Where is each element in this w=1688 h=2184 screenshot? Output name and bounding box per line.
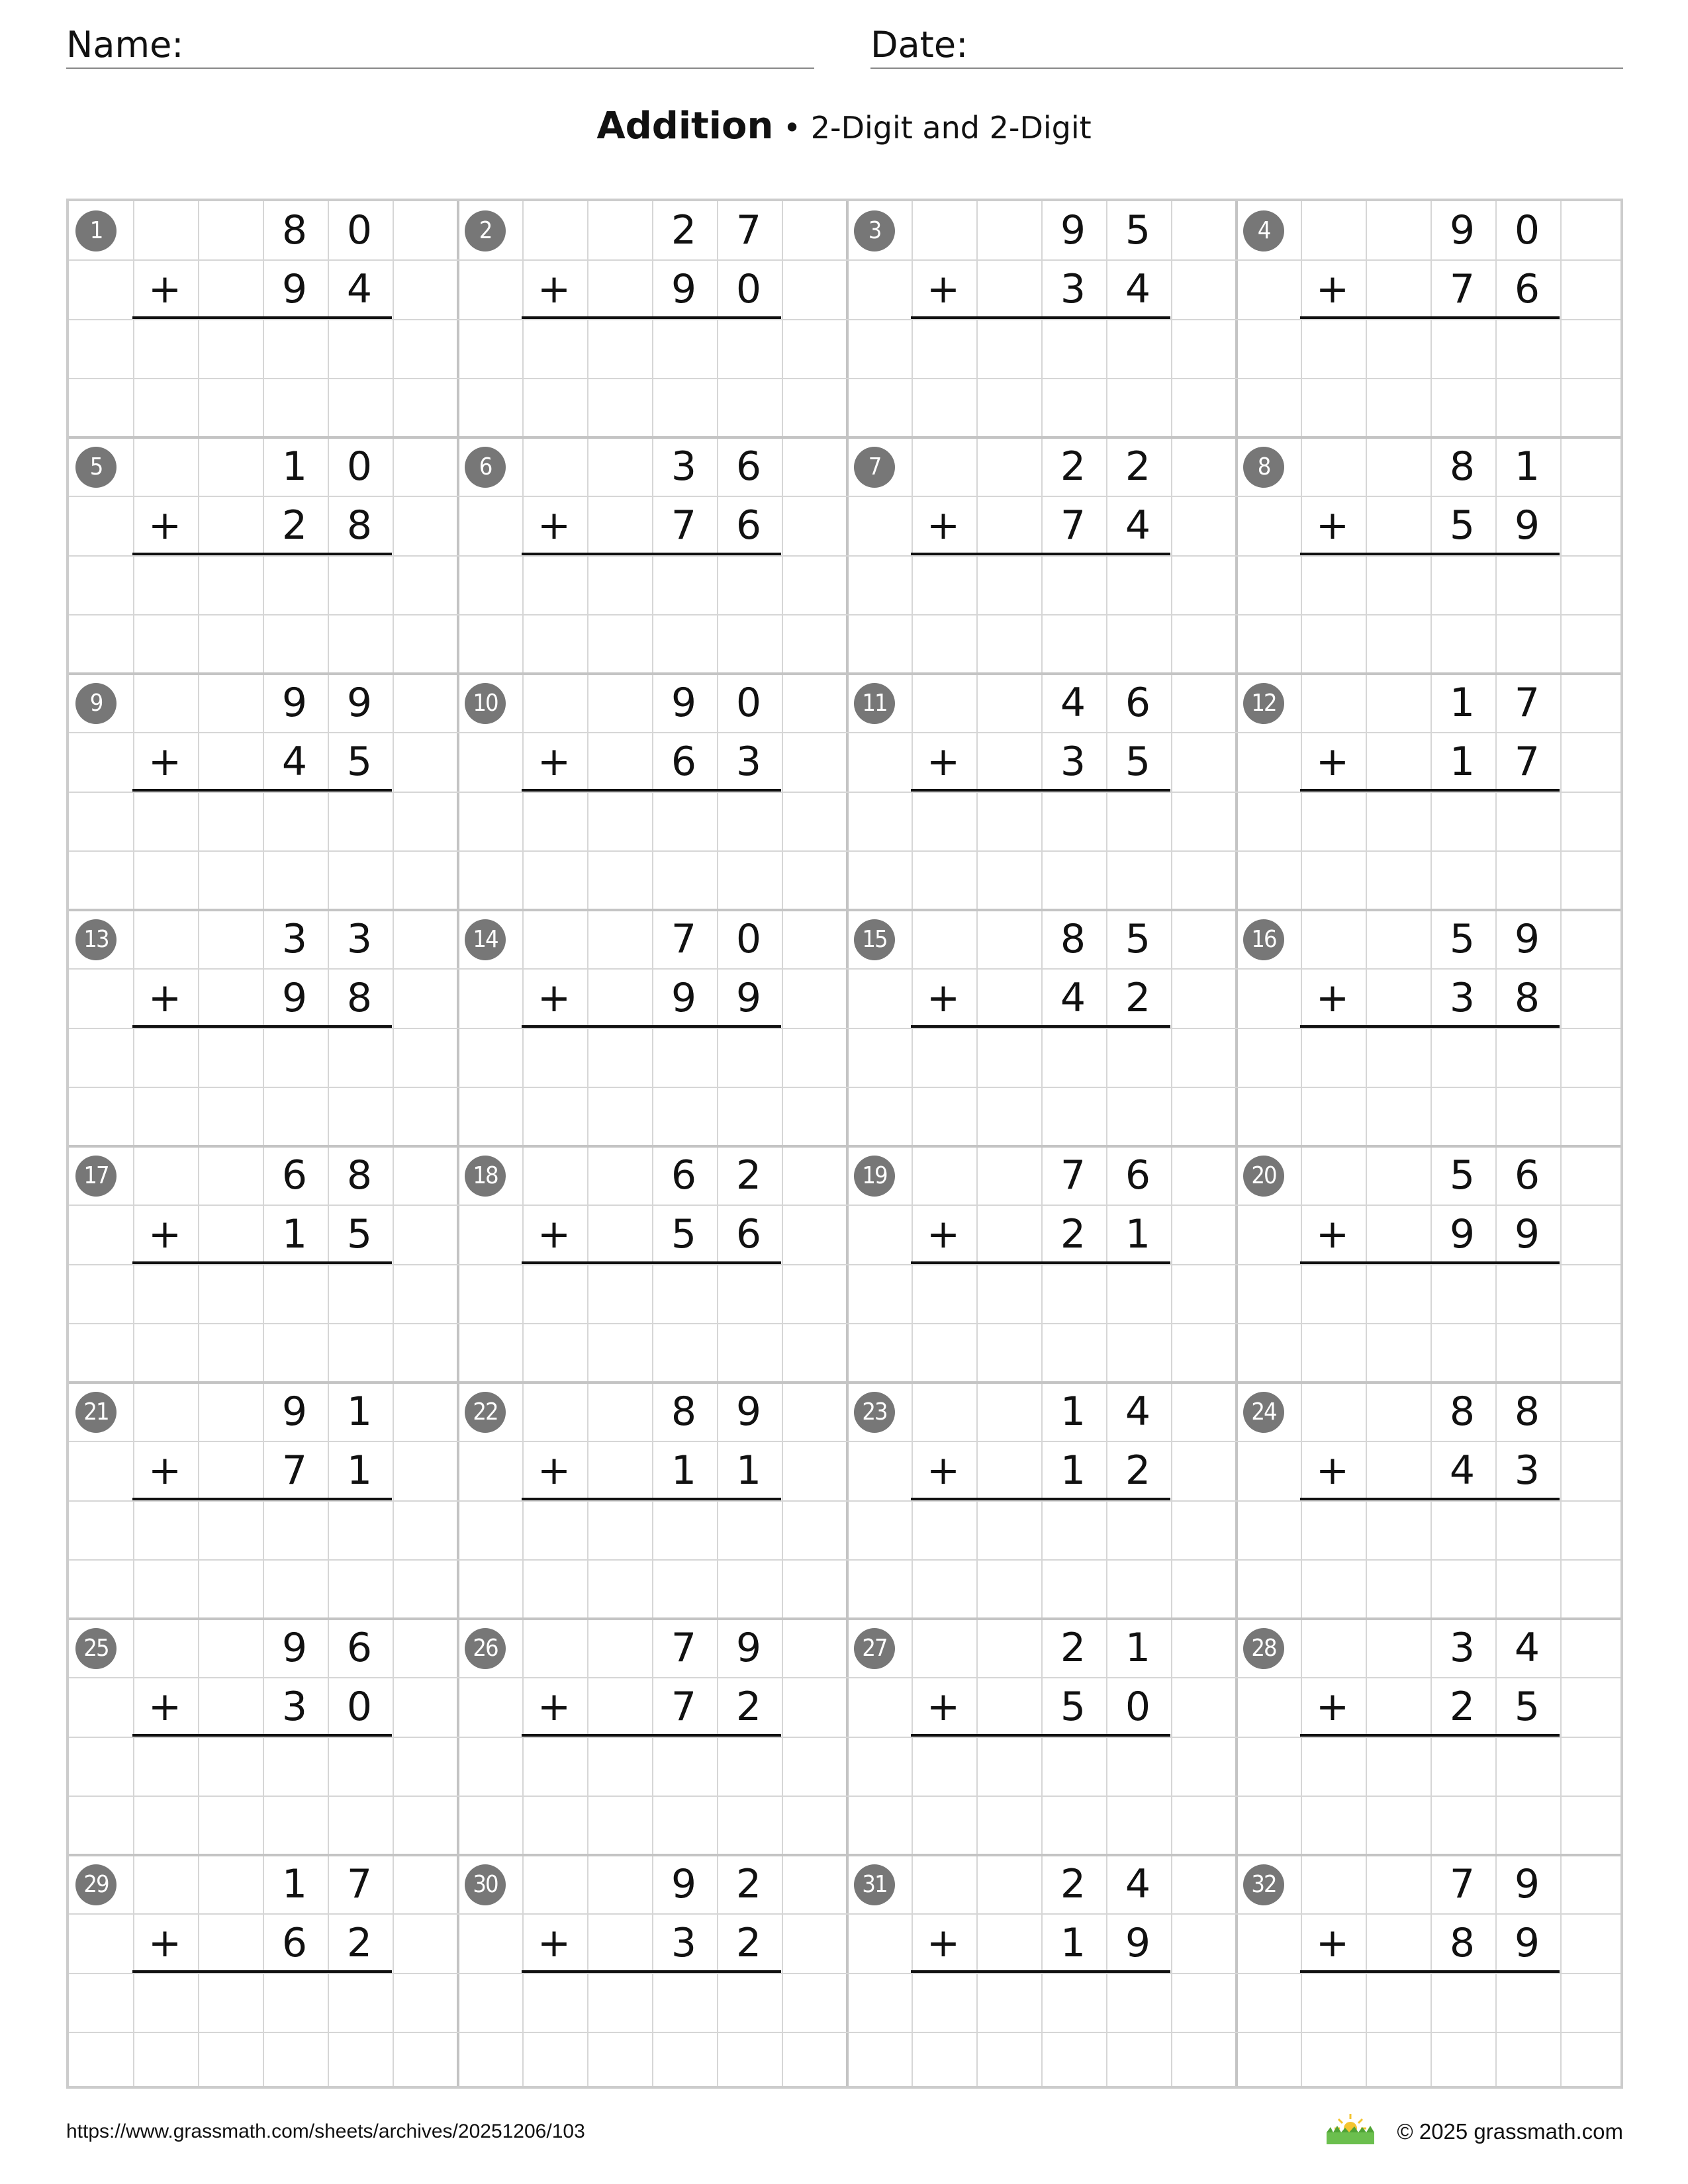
problem-number-badge: 23 (854, 1392, 895, 1433)
addend-bottom-ones: 2 (1125, 975, 1151, 1021)
addend-top-ones: 6 (346, 1625, 373, 1671)
problem-number-badge: 6 (465, 447, 506, 488)
addend-bottom-ones: 1 (735, 1447, 762, 1494)
answer-area[interactable] (1300, 319, 1560, 435)
problem (457, 1381, 846, 1617)
addend-top-tens: 7 (1060, 1152, 1086, 1199)
footer-url: https://www.grassmath.com/sheets/archives/20251206/103 (66, 2120, 585, 2142)
addend-top-ones: 4 (1514, 1625, 1540, 1671)
plus-sign: + (148, 975, 182, 1021)
addend-bottom-tens: 4 (1060, 975, 1086, 1021)
problem (1235, 436, 1624, 672)
problem (846, 1854, 1235, 2090)
problem-number-badge: 29 (75, 1864, 117, 1905)
grass-sun-logo-icon (1324, 2111, 1377, 2146)
addend-bottom-ones: 9 (735, 975, 762, 1021)
addend-bottom-tens: 6 (281, 1920, 308, 1966)
addend-top-tens: 1 (281, 443, 308, 490)
addend-bottom-ones: 8 (1514, 975, 1540, 1021)
answer-area[interactable] (522, 555, 781, 672)
addend-top-tens: 2 (1060, 1861, 1086, 1907)
plus-sign: + (148, 1447, 182, 1494)
addend-top-tens: 3 (281, 916, 308, 962)
problem-number-badge: 21 (75, 1392, 117, 1433)
problem-number-badge: 26 (465, 1628, 506, 1669)
answer-area[interactable] (1300, 1500, 1560, 1617)
addend-bottom-tens: 2 (1449, 1684, 1476, 1730)
addend-top-tens: 5 (1449, 1152, 1476, 1199)
addend-bottom-tens: 9 (671, 266, 697, 312)
problem (68, 1854, 457, 2090)
problem (846, 1617, 1235, 1854)
addend-bottom-ones: 9 (1514, 1920, 1540, 1966)
plus-sign: + (1315, 266, 1350, 312)
problem-number-badge: 7 (854, 447, 895, 488)
answer-area[interactable] (132, 1973, 392, 2089)
addend-top-ones: 9 (735, 1388, 762, 1435)
addend-top-ones: 9 (1514, 916, 1540, 962)
problem (1235, 672, 1624, 909)
answer-area[interactable] (1300, 1737, 1560, 1853)
problem-number-badge: 24 (1243, 1392, 1284, 1433)
addend-top-ones: 0 (735, 916, 762, 962)
addend-bottom-ones: 2 (735, 1920, 762, 1966)
addend-top-tens: 7 (671, 1625, 697, 1671)
addend-bottom-tens: 1 (671, 1447, 697, 1494)
addend-top-tens: 7 (1449, 1861, 1476, 1907)
addend-top-ones: 2 (735, 1152, 762, 1199)
addend-top-ones: 7 (346, 1861, 373, 1907)
addend-bottom-ones: 0 (1125, 1684, 1151, 1730)
problem (1235, 200, 1624, 436)
problem (1235, 909, 1624, 1145)
answer-area[interactable] (911, 1500, 1170, 1617)
addend-top-ones: 1 (1514, 443, 1540, 490)
plus-sign: + (1315, 975, 1350, 1021)
answer-area[interactable] (1300, 555, 1560, 672)
addend-top-tens: 3 (671, 443, 697, 490)
answer-area[interactable] (911, 792, 1170, 908)
addend-top-ones: 5 (1125, 916, 1151, 962)
problem-number-badge: 18 (465, 1156, 506, 1197)
addend-top-tens: 9 (281, 1625, 308, 1671)
problem (457, 1854, 846, 2090)
addend-top-ones: 3 (346, 916, 373, 962)
problem (68, 1145, 457, 1381)
date-line[interactable] (870, 68, 1623, 69)
addend-top-tens: 1 (1060, 1388, 1086, 1435)
problem (457, 200, 846, 436)
addend-bottom-ones: 6 (735, 1211, 762, 1257)
addend-top-tens: 4 (1060, 680, 1086, 726)
addend-top-ones: 6 (1125, 1152, 1151, 1199)
addend-bottom-ones: 1 (1125, 1211, 1151, 1257)
plus-sign: + (926, 1920, 961, 1966)
plus-sign: + (926, 975, 961, 1021)
problem-number-badge: 17 (75, 1156, 117, 1197)
problem (457, 909, 846, 1145)
addend-bottom-tens: 7 (671, 1684, 697, 1730)
plus-sign: + (537, 739, 571, 785)
problem-number-badge: 32 (1243, 1864, 1284, 1905)
addend-top-tens: 8 (1060, 916, 1086, 962)
addend-top-ones: 7 (735, 207, 762, 253)
problem-number-badge: 12 (1243, 683, 1284, 724)
problem-number-badge: 2 (465, 210, 506, 251)
answer-area[interactable] (132, 1028, 392, 1144)
addend-top-tens: 9 (281, 1388, 308, 1435)
addend-top-ones: 6 (735, 443, 762, 490)
addend-top-ones: 1 (346, 1388, 373, 1435)
addend-top-tens: 8 (1449, 443, 1476, 490)
answer-area[interactable] (132, 319, 392, 435)
answer-area[interactable] (522, 792, 781, 908)
addend-top-tens: 9 (1060, 207, 1086, 253)
problem (457, 1145, 846, 1381)
plus-sign: + (148, 1211, 182, 1257)
answer-area[interactable] (522, 1028, 781, 1144)
addend-top-tens: 2 (1060, 443, 1086, 490)
plus-sign: + (537, 975, 571, 1021)
addend-bottom-ones: 9 (1514, 502, 1540, 549)
addend-bottom-ones: 5 (346, 739, 373, 785)
problem-number-badge: 19 (854, 1156, 895, 1197)
plus-sign: + (537, 502, 571, 549)
plus-sign: + (1315, 1211, 1350, 1257)
answer-area[interactable] (1300, 1973, 1560, 2089)
addend-bottom-tens: 7 (281, 1447, 308, 1494)
answer-area[interactable] (132, 1737, 392, 1853)
addend-top-tens: 1 (281, 1861, 308, 1907)
addend-top-tens: 3 (1449, 1625, 1476, 1671)
plus-sign: + (148, 739, 182, 785)
addend-bottom-ones: 0 (735, 266, 762, 312)
name-label: Name: (66, 24, 184, 66)
addend-bottom-ones: 2 (735, 1684, 762, 1730)
addend-bottom-tens: 2 (1060, 1211, 1086, 1257)
answer-area[interactable] (911, 555, 1170, 672)
problem-number-badge: 1 (75, 210, 117, 251)
addend-top-tens: 6 (281, 1152, 308, 1199)
addend-bottom-tens: 9 (281, 975, 308, 1021)
name-line[interactable] (66, 68, 814, 69)
problem (846, 909, 1235, 1145)
addend-bottom-ones: 5 (346, 1211, 373, 1257)
addend-bottom-ones: 4 (346, 266, 373, 312)
answer-area[interactable] (132, 1264, 392, 1381)
addend-top-ones: 4 (1125, 1388, 1151, 1435)
addend-bottom-ones: 4 (1125, 502, 1151, 549)
answer-area[interactable] (132, 555, 392, 672)
addend-top-tens: 8 (1449, 1388, 1476, 1435)
addend-bottom-ones: 1 (346, 1447, 373, 1494)
addend-top-tens: 8 (281, 207, 308, 253)
addend-bottom-tens: 7 (671, 502, 697, 549)
problem (1235, 1145, 1624, 1381)
problem-number-badge: 27 (854, 1628, 895, 1669)
problem-number-badge: 16 (1243, 919, 1284, 960)
problem-number-badge: 13 (75, 919, 117, 960)
addend-top-tens: 1 (1449, 680, 1476, 726)
addend-bottom-ones: 9 (1125, 1920, 1151, 1966)
problem-number-badge: 14 (465, 919, 506, 960)
addend-bottom-ones: 4 (1125, 266, 1151, 312)
answer-area[interactable] (1300, 792, 1560, 908)
addend-top-ones: 8 (346, 1152, 373, 1199)
plus-sign: + (1315, 1447, 1350, 1494)
problem (1235, 1381, 1624, 1617)
answer-area[interactable] (522, 1737, 781, 1853)
problem-number-badge: 30 (465, 1864, 506, 1905)
addend-top-tens: 9 (281, 680, 308, 726)
problem-number-badge: 8 (1243, 447, 1284, 488)
addend-bottom-tens: 3 (1449, 975, 1476, 1021)
addend-bottom-tens: 1 (1060, 1920, 1086, 1966)
answer-area[interactable] (1300, 1264, 1560, 1381)
addend-top-ones: 0 (346, 207, 373, 253)
addend-top-tens: 9 (671, 1861, 697, 1907)
addend-top-ones: 8 (1514, 1388, 1540, 1435)
addend-top-tens: 9 (671, 680, 697, 726)
addend-bottom-tens: 5 (1449, 502, 1476, 549)
addend-top-ones: 9 (346, 680, 373, 726)
date-label: Date: (870, 24, 968, 66)
addend-bottom-tens: 6 (671, 739, 697, 785)
plus-sign: + (1315, 1684, 1350, 1730)
plus-sign: + (926, 502, 961, 549)
addend-top-ones: 2 (735, 1861, 762, 1907)
addend-bottom-tens: 8 (1449, 1920, 1476, 1966)
addend-bottom-ones: 5 (1125, 739, 1151, 785)
addend-bottom-tens: 3 (281, 1684, 308, 1730)
addend-bottom-ones: 2 (1125, 1447, 1151, 1494)
footer-copyright: © 2025 grassmath.com (1397, 2119, 1623, 2144)
addend-bottom-tens: 3 (1060, 739, 1086, 785)
answer-area[interactable] (911, 1264, 1170, 1381)
addend-top-tens: 8 (671, 1388, 697, 1435)
problem (68, 1617, 457, 1854)
problem-number-badge: 22 (465, 1392, 506, 1433)
plus-sign: + (926, 1211, 961, 1257)
problem (68, 909, 457, 1145)
addend-top-ones: 6 (1514, 1152, 1540, 1199)
problem (457, 436, 846, 672)
answer-area[interactable] (522, 1973, 781, 2089)
addend-bottom-tens: 4 (281, 739, 308, 785)
problem (68, 436, 457, 672)
addend-top-tens: 5 (1449, 916, 1476, 962)
answer-area[interactable] (911, 319, 1170, 435)
plus-sign: + (148, 1920, 182, 1966)
addend-bottom-tens: 9 (281, 266, 308, 312)
addend-top-ones: 0 (1514, 207, 1540, 253)
problem-number-badge: 25 (75, 1628, 117, 1669)
problem-number-badge: 15 (854, 919, 895, 960)
addend-top-ones: 4 (1125, 1861, 1151, 1907)
problem (846, 1381, 1235, 1617)
problem (68, 672, 457, 909)
problem-number-badge: 11 (854, 683, 895, 724)
addend-bottom-ones: 0 (346, 1684, 373, 1730)
plus-sign: + (1315, 502, 1350, 549)
problem-number-badge: 20 (1243, 1156, 1284, 1197)
problem (1235, 1617, 1624, 1854)
answer-area[interactable] (132, 792, 392, 908)
answer-area[interactable] (911, 1737, 1170, 1853)
addend-top-tens: 7 (671, 916, 697, 962)
addend-bottom-tens: 3 (1060, 266, 1086, 312)
addend-top-ones: 0 (735, 680, 762, 726)
answer-area[interactable] (911, 1973, 1170, 2089)
addend-bottom-ones: 6 (735, 502, 762, 549)
problem (1235, 1854, 1624, 2090)
answer-area[interactable] (1300, 1028, 1560, 1144)
problem-number-badge: 3 (854, 210, 895, 251)
problem (68, 1381, 457, 1617)
problem-number-badge: 4 (1243, 210, 1284, 251)
addend-bottom-ones: 8 (346, 975, 373, 1021)
problem-number-badge: 5 (75, 447, 117, 488)
addend-bottom-tens: 2 (281, 502, 308, 549)
addend-top-ones: 9 (1514, 1861, 1540, 1907)
problem (846, 200, 1235, 436)
title-separator: • (773, 110, 811, 146)
plus-sign: + (926, 1447, 961, 1494)
addend-bottom-tens: 9 (671, 975, 697, 1021)
addend-bottom-tens: 7 (1449, 266, 1476, 312)
title-main: Addition (596, 105, 774, 148)
problem-number-badge: 31 (854, 1864, 895, 1905)
answer-area[interactable] (522, 1264, 781, 1381)
title-subtitle: 2-Digit and 2-Digit (810, 110, 1092, 146)
problem (457, 1617, 846, 1854)
problem-number-badge: 9 (75, 683, 117, 724)
worksheet-grid (66, 199, 1623, 2089)
addend-bottom-ones: 2 (346, 1920, 373, 1966)
addend-bottom-tens: 9 (1449, 1211, 1476, 1257)
plus-sign: + (1315, 739, 1350, 785)
addend-bottom-tens: 7 (1060, 502, 1086, 549)
addend-top-tens: 2 (671, 207, 697, 253)
problem-number-badge: 10 (465, 683, 506, 724)
problem (846, 1145, 1235, 1381)
problem (846, 672, 1235, 909)
addend-bottom-tens: 3 (671, 1920, 697, 1966)
problem (846, 436, 1235, 672)
addend-top-ones: 9 (735, 1625, 762, 1671)
problem-number-badge: 28 (1243, 1628, 1284, 1669)
addend-top-tens: 9 (1449, 207, 1476, 253)
addend-top-tens: 6 (671, 1152, 697, 1199)
plus-sign: + (926, 266, 961, 312)
answer-area[interactable] (911, 1028, 1170, 1144)
plus-sign: + (148, 266, 182, 312)
addend-top-ones: 1 (1125, 1625, 1151, 1671)
plus-sign: + (537, 1211, 571, 1257)
answer-area[interactable] (522, 1500, 781, 1617)
plus-sign: + (926, 739, 961, 785)
addend-bottom-ones: 9 (1514, 1211, 1540, 1257)
addend-bottom-ones: 3 (1514, 1447, 1540, 1494)
answer-area[interactable] (132, 1500, 392, 1617)
addend-top-tens: 2 (1060, 1625, 1086, 1671)
plus-sign: + (537, 1684, 571, 1730)
addend-bottom-tens: 5 (671, 1211, 697, 1257)
worksheet-title (0, 105, 1688, 148)
plus-sign: + (1315, 1920, 1350, 1966)
addend-bottom-tens: 5 (1060, 1684, 1086, 1730)
addend-bottom-ones: 7 (1514, 739, 1540, 785)
addend-bottom-ones: 6 (1514, 266, 1540, 312)
plus-sign: + (537, 1447, 571, 1494)
addend-bottom-ones: 3 (735, 739, 762, 785)
plus-sign: + (926, 1684, 961, 1730)
addend-bottom-ones: 5 (1514, 1684, 1540, 1730)
addend-top-ones: 6 (1125, 680, 1151, 726)
problem (68, 200, 457, 436)
plus-sign: + (537, 266, 571, 312)
addend-top-ones: 5 (1125, 207, 1151, 253)
plus-sign: + (148, 1684, 182, 1730)
problem (457, 672, 846, 909)
addend-top-ones: 0 (346, 443, 373, 490)
plus-sign: + (537, 1920, 571, 1966)
addend-top-ones: 7 (1514, 680, 1540, 726)
addend-top-ones: 2 (1125, 443, 1151, 490)
addend-bottom-tens: 4 (1449, 1447, 1476, 1494)
addend-bottom-tens: 1 (1060, 1447, 1086, 1494)
addend-bottom-tens: 1 (1449, 739, 1476, 785)
answer-area[interactable] (522, 319, 781, 435)
plus-sign: + (148, 502, 182, 549)
addend-bottom-ones: 8 (346, 502, 373, 549)
addend-bottom-tens: 1 (281, 1211, 308, 1257)
